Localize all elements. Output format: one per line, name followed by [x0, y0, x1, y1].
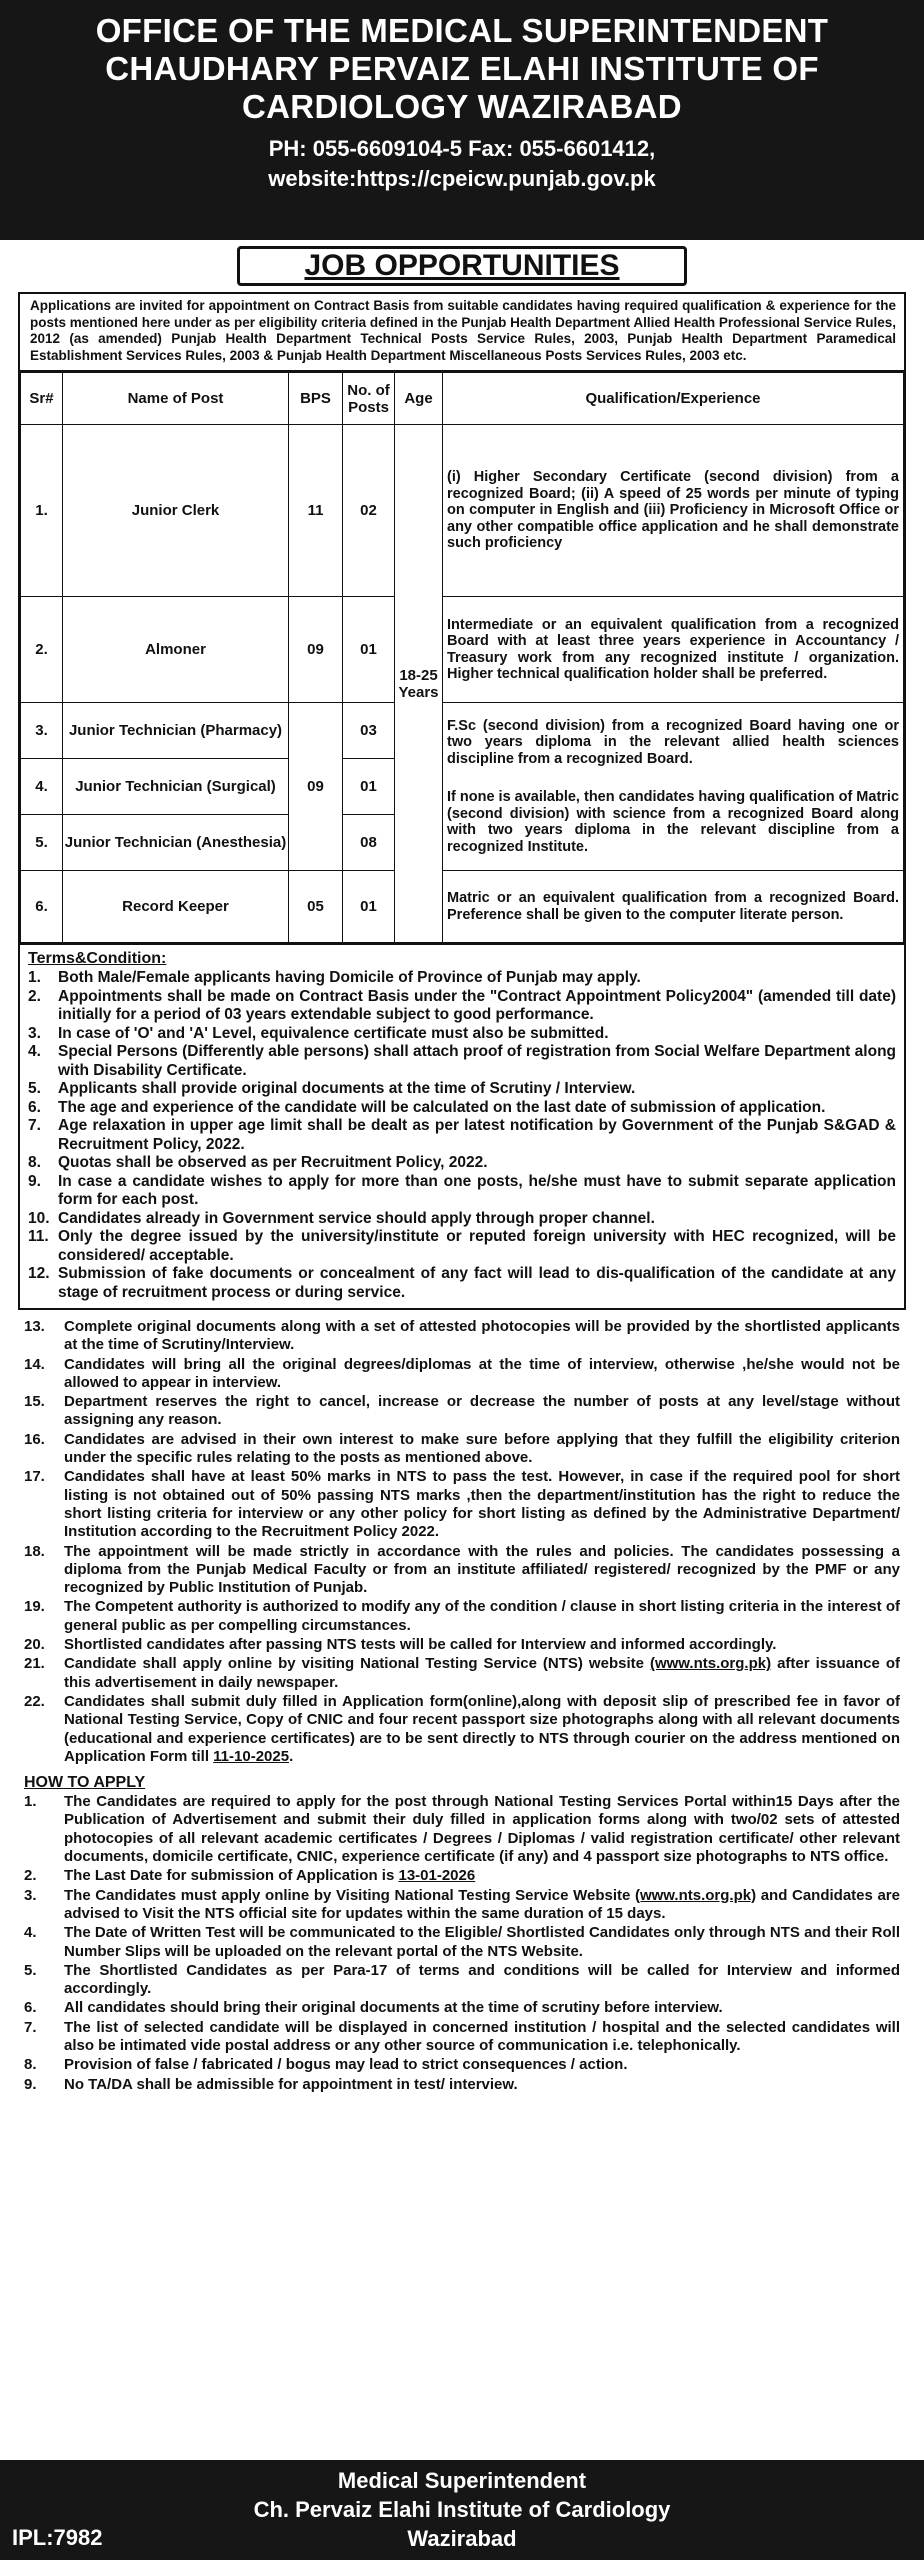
row-posts: 01 [343, 759, 395, 815]
item-text: Only the degree issued by the university/institute or reputed foreign university with HEC recognized, will be considered/ acceptable. [58, 1228, 896, 1264]
list-item [28, 1025, 896, 1044]
posts-table [20, 372, 904, 943]
item-text: The Competent authority is authorized to modify any of the condition / clause in short listing criteria in the interest of general public as per compelling circumstances. [64, 1598, 900, 1634]
terms-list [28, 969, 896, 1302]
row-posts: 01 [343, 871, 395, 943]
item-number: 6. [28, 1098, 41, 1116]
item-number: 2. [28, 987, 41, 1005]
list-item [24, 1793, 900, 1866]
item-text: Complete original documents along with a set of attested photocopies will be provided by the shortlisted applicants at the time of Scrutiny/Interview. [64, 1318, 900, 1354]
list-item [28, 1228, 896, 1265]
row-qualification: Intermediate or an equivalent qualification from a recognized Board with at least three years experience in Accountancy / Treasury work from any recognized institute / organization. Higher technical qualification holder shall be preferred. [443, 597, 904, 703]
item-number: 5. [28, 1080, 41, 1097]
item-text: Applicants shall provide original documents at the time of Scrutiny / Interview. [58, 1080, 636, 1097]
list-item [28, 1154, 896, 1173]
item-text: No TA/DA shall be admissible for appointment in test/ interview. [64, 2075, 518, 2093]
how-to-apply [18, 1773, 906, 2094]
item-text-part: and Candidates are advised to Visit the NTS official site for updates within the same duration of 15 days. [64, 1886, 900, 1922]
item-number: 18. [24, 1542, 45, 1560]
row-sr: 6. [21, 871, 63, 943]
item-text-part: The Last Date for submission of Application is [64, 1867, 399, 1885]
website-url[interactable]: website:https://cpeicw.punjab.gov.pk [268, 166, 656, 191]
col-qualification: Qualification/Experience [443, 373, 904, 425]
item-text: The age and experience of the candidate will be calculated on the last date of submission of application. [58, 1098, 826, 1116]
item-number: 9. [24, 2075, 37, 2093]
item-text: The Date of Written Test will be communicated to the Eligible/ Shortlisted Candidates only through NTS and their Roll Number Slips will be uploaded on the relevant portal of the NTS Website. [64, 1924, 900, 1960]
item-text: Candidates will bring all the original degrees/diplomas at the time of interview, otherwise ,he/she would not be allowed to appear in interview. [64, 1355, 900, 1391]
item-number: 7. [24, 2018, 37, 2036]
list-item [24, 1924, 900, 1961]
intro-paragraph: Applications are invited for appointment on Contract Basis from suitable candidates having required qualification & experience for the posts mentioned here under as per eligibility criteria defined in the Punjab Health Department Allied Health Professional Service Rules, 2012 (as amended) Punjab Health Department Technical Posts Service Rules, 2003, Punjab Health Department Paramedical Establishment Services Rules, 2003 & Punjab Health Department Miscellaneous Posts Services Rules, 2003 etc. [20, 294, 904, 372]
item-number: 13. [24, 1318, 45, 1335]
item-number: 15. [24, 1393, 45, 1411]
list-item [28, 1043, 896, 1080]
item-text-part: Candidate shall apply online by visiting National Testing Service (NTS) website [64, 1655, 650, 1673]
item-number: 5. [24, 1961, 37, 1979]
age-range: 18-25 Years [395, 425, 443, 943]
item-text: Both Male/Female applicants having Domicile of Province of Punjab may apply. [58, 969, 641, 986]
item-number: 4. [28, 1043, 41, 1060]
item-text [64, 1655, 900, 1692]
row-bps: 11 [289, 425, 343, 597]
item-number: 11. [28, 1228, 49, 1245]
item-number: 10. [28, 1209, 50, 1227]
item-text [64, 1887, 900, 1924]
table-row [21, 703, 904, 759]
item-number: 8. [24, 2056, 37, 2074]
row-posts: 03 [343, 703, 395, 759]
item-number: 7. [28, 1117, 41, 1134]
item-text: All candidates should bring their original documents at the time of scrutiny before interview. [64, 1999, 723, 2017]
list-item [28, 1080, 896, 1099]
item-text: Department reserves the right to cancel, increase or decrease the number of posts at any level/stage without assigning any reason. [64, 1393, 900, 1429]
table-row [21, 425, 904, 597]
title-bar [0, 240, 924, 292]
item-number: 1. [24, 1793, 37, 1811]
item-text: Age relaxation in upper age limit shall be dealt as per latest notification by Government of the Punjab S&GAD & Recruitment Policy, 2022. [58, 1117, 896, 1153]
list-item [24, 2076, 900, 2094]
item-number: 3. [24, 1886, 37, 1904]
nts-website-link[interactable]: (www.nts.org.pk) [649, 1655, 772, 1673]
row-sr: 4. [21, 759, 63, 815]
row-sr: 5. [21, 815, 63, 871]
item-number: 17. [24, 1468, 45, 1486]
list-item [28, 969, 896, 988]
row-sr: 3. [21, 703, 63, 759]
list-item [24, 1887, 900, 1924]
list-item [28, 1265, 896, 1302]
item-text: Shortlisted candidates after passing NTS tests will be called for Interview and informed accordingly. [64, 1636, 777, 1654]
nts-website-link[interactable]: (www.nts.org.pk) [634, 1886, 757, 1904]
list-item [28, 1210, 896, 1229]
list-item [24, 2056, 900, 2074]
item-text: In case a candidate wishes to apply for more than one posts, he/she must have to submit separate application form for each post. [58, 1172, 896, 1208]
how-to-apply-list [24, 1793, 900, 2094]
signature-block [0, 2460, 924, 2560]
item-number: 21. [24, 1655, 45, 1673]
item-number: 16. [24, 1430, 45, 1448]
terms-continued-list [24, 1318, 900, 1766]
list-item [24, 1543, 900, 1598]
list-item [24, 1356, 900, 1393]
item-text: Special Persons (Differently able persons) shall attach proof of registration from Social Welfare Department along with Disability Certificate. [58, 1043, 896, 1079]
list-item [24, 1393, 900, 1430]
list-item [24, 1636, 900, 1654]
row-post: Junior Technician (Anesthesia) [63, 815, 289, 871]
item-text: Appointments shall be made on Contract Basis under the "Contract Appointment Policy2004" (amended till date) initially for a period of 03 years extendable subject to good performance. [58, 987, 896, 1023]
item-text [64, 1867, 900, 1885]
signatory-city: Wazirabad [407, 2526, 517, 2551]
item-text-part: The Candidates must apply online by Visiting National Testing Service Website [64, 1886, 635, 1904]
terms-heading: Terms&Condition: [28, 950, 167, 967]
signatory-institute: Ch. Pervaiz Elahi Institute of Cardiology [253, 2497, 671, 2522]
item-text: The appointment will be made strictly in accordance with the rules and policies. The candidates possessing a diploma from the Punjab Medical Faculty or from an institute affiliated/ registered/ recognized by the PMF or any recognized by Public Institution of Punjab. [64, 1542, 900, 1597]
row-sr: 2. [21, 597, 63, 703]
row-posts: 02 [343, 425, 395, 597]
list-item [28, 988, 896, 1025]
signatory-title: Medical Superintendent [337, 2468, 587, 2493]
letterhead [0, 0, 924, 240]
ipl-number: IPL:7982 [12, 2525, 103, 2550]
row-posts: 08 [343, 815, 395, 871]
table-row [21, 597, 904, 703]
item-text: Candidates already in Government service should apply through proper channel. [58, 1209, 655, 1227]
deadline-date: 13-01-2026 [398, 1867, 476, 1885]
item-number: 1. [28, 969, 41, 986]
terms-box [18, 945, 906, 1310]
item-number: 3. [28, 1024, 41, 1042]
item-number: 20. [24, 1636, 45, 1654]
list-item [24, 2019, 900, 2056]
technician-qualification [443, 703, 904, 871]
item-text: In case of 'O' and 'A' Level, equivalence certificate must also be submitted. [58, 1024, 609, 1042]
item-text-part: Candidates shall submit duly filled in Application form(online),along with deposit slip of prescribed fee in favor of National Testing Service, Copy of CNIC and four recent passport size photographs along with all relevant documents (educational and experience certificates) are to be sent directly to NTS through courier on the address mentioned on Application Form till [64, 1692, 900, 1765]
list-item [24, 1318, 900, 1355]
item-text: The list of selected candidate will be displayed in concerned institution / hospital and the selected candidates will also be intimated vide postal address or any other source of communication i.e. telephonically. [64, 2018, 900, 2054]
list-item [24, 1598, 900, 1635]
item-number: 2. [24, 1867, 37, 1885]
list-item [28, 1117, 896, 1154]
item-text: Quotas shall be observed as per Recruitment Policy, 2022. [58, 1154, 488, 1171]
list-item [24, 1962, 900, 1999]
row-post: Junior Technician (Pharmacy) [63, 703, 289, 759]
item-text: Provision of false / fabricated / bogus may lead to strict consequences / action. [64, 2056, 628, 2074]
item-text: Submission of fake documents or concealment of any fact will lead to dis-qualification of the candidate at any stage of recruitment process or during service. [58, 1265, 896, 1301]
row-post: Junior Clerk [63, 425, 289, 597]
table-header-row [21, 373, 904, 425]
list-item [24, 1693, 900, 1766]
office-title: OFFICE OF THE MEDICAL SUPERINTENDENT [95, 12, 829, 49]
list-item [24, 1655, 900, 1692]
technician-qualification-b: If none is available, then candidates having qualification of Matric (second division) with science from a recognized Board along with two years diploma in the relevant discipline from a recognized Institute. [447, 789, 900, 855]
item-number: 9. [28, 1172, 41, 1190]
list-item [28, 1099, 896, 1118]
item-number: 14. [24, 1355, 45, 1373]
item-number: 19. [24, 1598, 45, 1616]
row-qualification: (i) Higher Secondary Certificate (second division) from a recognized Board; (ii) A speed of 25 words per minute of typing on computer in English and (iii) Proficiency in Microsoft Office or any other compatible office application and he shall demonstrate such proficiency [443, 425, 904, 597]
col-age: Age [395, 373, 443, 425]
job-opportunities-heading: JOB OPPORTUNITIES [237, 246, 687, 286]
list-item [24, 1431, 900, 1468]
col-post: Name of Post [63, 373, 289, 425]
list-item [28, 1173, 896, 1210]
posts-frame [18, 292, 906, 945]
item-number: 12. [28, 1265, 50, 1282]
item-number: 6. [24, 1999, 37, 2017]
institute-city: CARDIOLOGY WAZIRABAD [242, 88, 682, 125]
row-bps: 05 [289, 871, 343, 943]
technician-qualification-a: F.Sc (second division) from a recognized Board having one or two years diploma in the relevant allied health sciences discipline from a recognized Board. [447, 717, 899, 767]
list-item [24, 1999, 900, 2017]
list-item [24, 1867, 900, 1885]
deadline-date: 11-10-2025 [213, 1747, 290, 1765]
row-qualification: Matric or an equivalent qualification from a recognized Board. Preference shall be given to the computer literate person. [443, 871, 904, 943]
item-number: 8. [28, 1154, 41, 1171]
row-post: Junior Technician (Surgical) [63, 759, 289, 815]
row-post: Almoner [63, 597, 289, 703]
item-text-part: after issuance of this advertisement in daily newspaper. [64, 1655, 900, 1691]
item-text: The Shortlisted Candidates as per Para-17 of terms and conditions will be called for Interview and informed accordingly. [64, 1961, 900, 1998]
item-text [64, 1693, 900, 1766]
table-row [21, 871, 904, 943]
technician-bps: 09 [289, 703, 343, 871]
contact-numbers: PH: 055-6609104-5 Fax: 055-6601412, [268, 136, 656, 161]
item-text-part: . [289, 1747, 294, 1765]
row-bps: 09 [289, 597, 343, 703]
col-sr: Sr# [21, 373, 63, 425]
institute-name: CHAUDHARY PERVAIZ ELAHI INSTITUTE OF [105, 50, 819, 87]
terms-continued [18, 1314, 906, 1771]
item-number: 22. [24, 1692, 45, 1710]
list-item [24, 1468, 900, 1541]
col-bps: BPS [289, 373, 343, 425]
row-posts: 01 [343, 597, 395, 703]
item-text: The Candidates are required to apply for the post through National Testing Services Portal within15 Days after the Publication of Advertisement and submit their duly filled in application forms along with two/02 sets of attested photocopies of all relevant academic certificates / Degrees / Diplomas / valid registration certificate/ other relevant documents, domicile certificate, CNIC, experience certificate (if any) and 4 passport size photographs to NTS office. [64, 1793, 900, 1866]
row-sr: 1. [21, 425, 63, 597]
item-text: Candidates shall have at least 50% marks in NTS to pass the test. However, in case if the required pool for short listing is not obtained out of 50% passing NTS marks ,then the department/institution has the right to reduce the short listing criteria for interview or any other policy for short listing as defined by the Administrative Department/ Institution according to the Recruitment Policy 2022. [64, 1468, 900, 1541]
item-number: 4. [24, 1924, 37, 1942]
how-to-apply-heading: HOW TO APPLY [24, 1774, 146, 1792]
item-text: Candidates are advised in their own interest to make sure before applying that they fulfill the eligibility criterion under the specific rules relating to the posts as mentioned above. [64, 1430, 900, 1467]
row-post: Record Keeper [63, 871, 289, 943]
col-no-of-posts: No. of Posts [343, 373, 395, 425]
